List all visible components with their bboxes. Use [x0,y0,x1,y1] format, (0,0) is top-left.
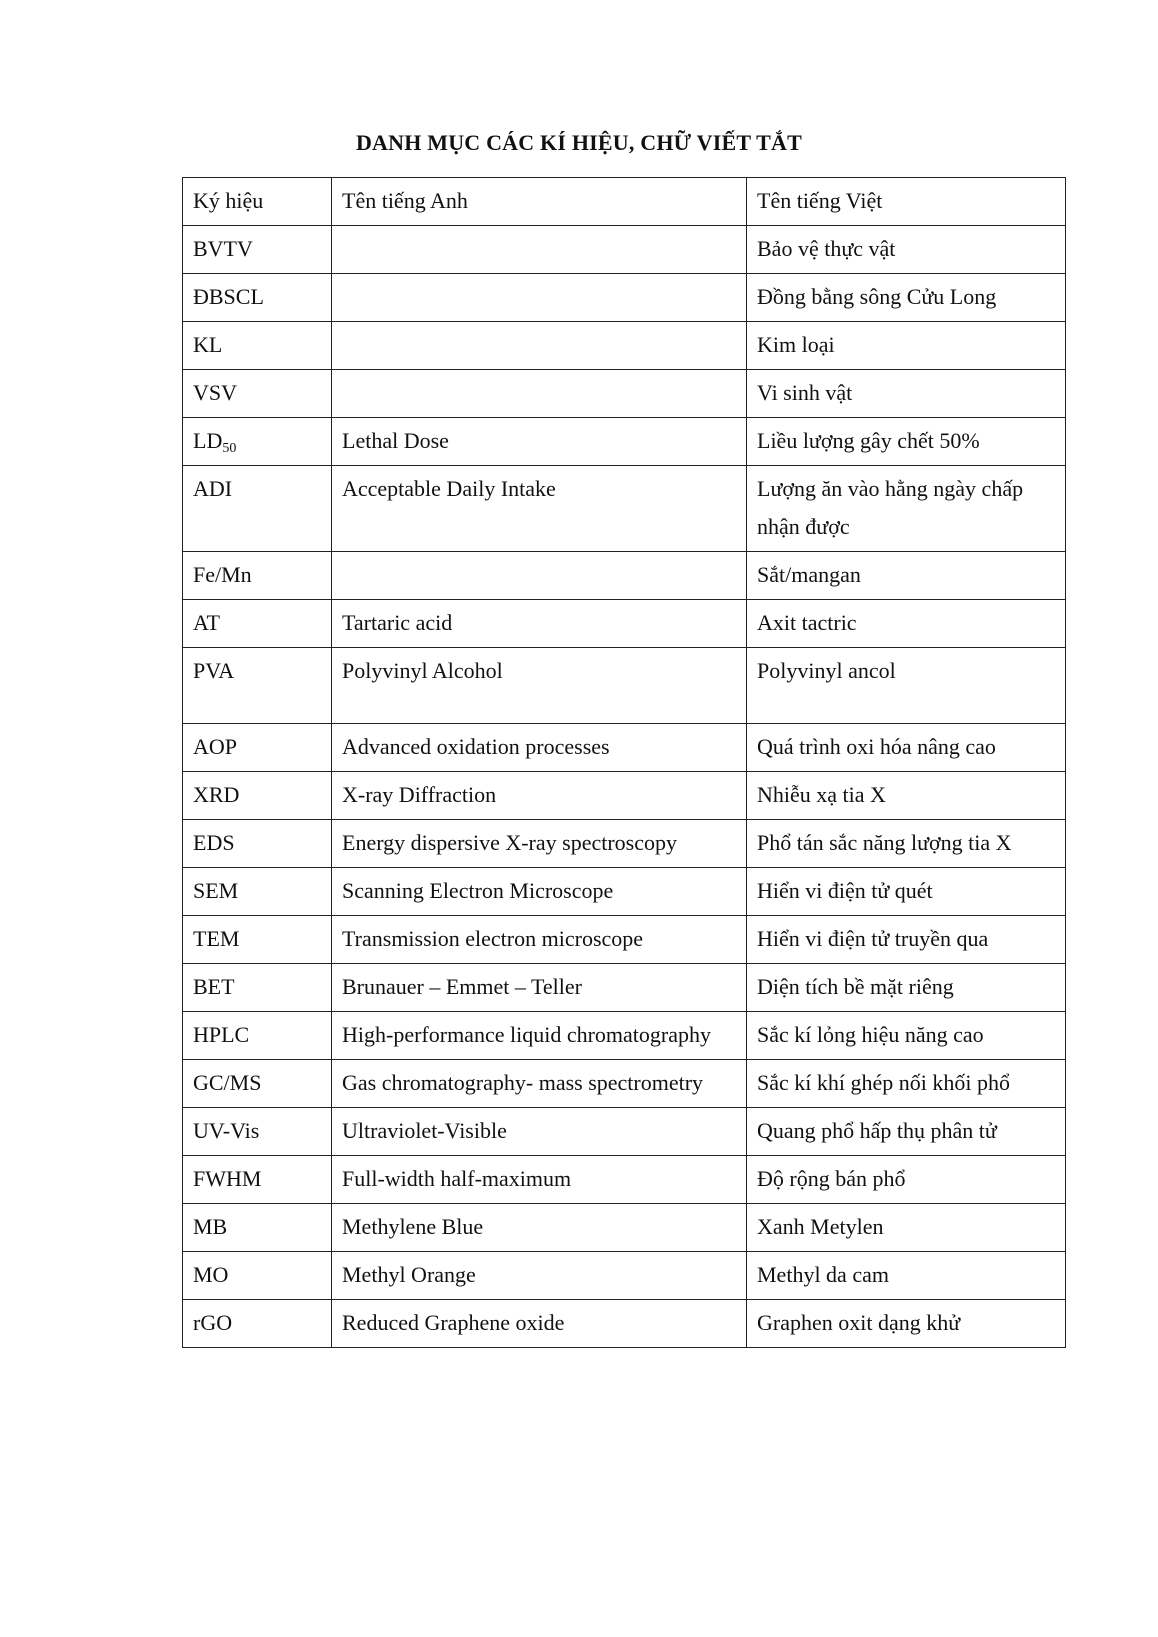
table-row [183,1300,1066,1348]
table-row [183,370,1066,418]
cell-english [332,274,747,322]
cell-english: Gas chromatography- mass spectrometry [332,1060,747,1108]
cell-english [332,226,747,274]
cell-english [332,370,747,418]
symbol-subscript: 50 [222,441,237,456]
cell-english: Polyvinyl Alcohol [332,648,747,724]
cell-vietnamese: Methyl da cam [747,1252,1066,1300]
cell-vietnamese: Quang phổ hấp thụ phân tử [747,1108,1066,1156]
cell-english [332,322,747,370]
table-row [183,322,1066,370]
table-row [183,1156,1066,1204]
cell-vietnamese: Hiển vi điện tử quét [747,868,1066,916]
cell-symbol: VSV [183,370,332,418]
cell-symbol: EDS [183,820,332,868]
table-row [183,648,1066,724]
cell-vietnamese: Phổ tán sắc năng lượng tia X [747,820,1066,868]
page-title: DANH MỤC CÁC KÍ HIỆU, CHỮ VIẾT TẮT [355,130,803,155]
header-english-name: Tên tiếng Anh [332,178,747,226]
table-row [183,1252,1066,1300]
cell-symbol: BVTV [183,226,332,274]
cell-vietnamese: Kim loại [747,322,1066,370]
cell-english: Full-width half-maximum [332,1156,747,1204]
abbreviations-table [182,177,1066,1348]
table-row [183,600,1066,648]
table-row [183,1012,1066,1060]
cell-vietnamese: Lượng ăn vào hằng ngày chấp nhận được [747,466,1066,552]
cell-english: X-ray Diffraction [332,772,747,820]
table-row [183,1204,1066,1252]
cell-vietnamese: Quá trình oxi hóa nâng cao [747,724,1066,772]
cell-vietnamese: Bảo vệ thực vật [747,226,1066,274]
cell-vietnamese: Vi sinh vật [747,370,1066,418]
table-row [183,772,1066,820]
cell-symbol: ADI [183,466,332,552]
cell-vietnamese: Xanh Metylen [747,1204,1066,1252]
cell-english: Energy dispersive X-ray spectroscopy [332,820,747,868]
cell-english: Scanning Electron Microscope [332,868,747,916]
cell-english: High-performance liquid chromatography [332,1012,747,1060]
cell-symbol: rGO [183,1300,332,1348]
cell-vietnamese: Axit tactric [747,600,1066,648]
cell-english: Lethal Dose [332,418,747,466]
cell-symbol: MB [183,1204,332,1252]
cell-symbol: UV-Vis [183,1108,332,1156]
cell-symbol: HPLC [183,1012,332,1060]
cell-english: Transmission electron microscope [332,916,747,964]
cell-english: Reduced Graphene oxide [332,1300,747,1348]
table-row [183,964,1066,1012]
table-row [183,820,1066,868]
cell-vietnamese: Diện tích bề mặt riêng [747,964,1066,1012]
cell-english: Methylene Blue [332,1204,747,1252]
cell-english: Methyl Orange [332,1252,747,1300]
cell-symbol: AOP [183,724,332,772]
cell-symbol: GC/MS [183,1060,332,1108]
table-row [183,552,1066,600]
cell-symbol: ĐBSCL [183,274,332,322]
cell-symbol: AT [183,600,332,648]
cell-symbol: SEM [183,868,332,916]
symbol-text: LD [193,428,223,453]
table-row [183,724,1066,772]
cell-english: Ultraviolet-Visible [332,1108,747,1156]
table-row [183,274,1066,322]
table-row [183,1060,1066,1108]
header-vietnamese-name: Tên tiếng Việt [747,178,1066,226]
cell-english: Tartaric acid [332,600,747,648]
cell-vietnamese: Polyvinyl ancol [747,648,1066,724]
cell-vietnamese: Đồng bằng sông Cửu Long [747,274,1066,322]
cell-vietnamese: Sắt/mangan [747,552,1066,600]
table-row [183,466,1066,552]
header-symbol: Ký hiệu [183,178,332,226]
table-row [183,226,1066,274]
cell-symbol: FWHM [183,1156,332,1204]
cell-vietnamese: Hiển vi điện tử truyền qua [747,916,1066,964]
table-row [183,916,1066,964]
cell-vietnamese: Sắc kí khí ghép nối khối phổ [747,1060,1066,1108]
cell-symbol: KL [183,322,332,370]
cell-symbol: XRD [183,772,332,820]
cell-symbol [183,418,332,466]
cell-english [332,552,747,600]
cell-symbol: MO [183,1252,332,1300]
cell-vietnamese: Sắc kí lỏng hiệu năng cao [747,1012,1066,1060]
table-header-row [183,178,1066,226]
cell-vietnamese: Nhiễu xạ tia X [747,772,1066,820]
cell-vietnamese: Liều lượng gây chết 50% [747,418,1066,466]
table-row [183,868,1066,916]
cell-vietnamese: Độ rộng bán phổ [747,1156,1066,1204]
cell-english: Advanced oxidation processes [332,724,747,772]
cell-symbol: BET [183,964,332,1012]
cell-symbol: Fe/Mn [183,552,332,600]
cell-symbol: PVA [183,648,332,724]
table-row [183,1108,1066,1156]
table-row [183,418,1066,466]
cell-english: Acceptable Daily Intake [332,466,747,552]
cell-vietnamese: Graphen oxit dạng khử [747,1300,1066,1348]
cell-symbol: TEM [183,916,332,964]
cell-english: Brunauer – Emmet – Teller [332,964,747,1012]
